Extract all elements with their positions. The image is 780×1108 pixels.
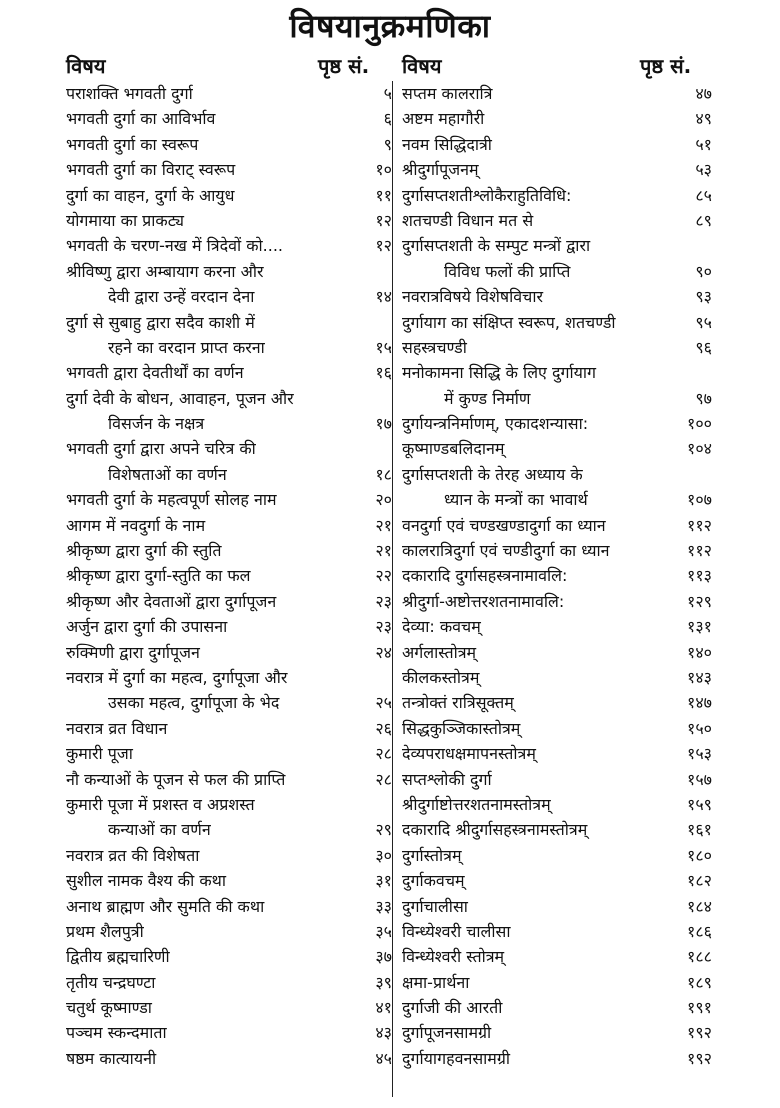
toc-entry <box>402 894 712 919</box>
toc-entry-page: १८८ <box>687 947 712 967</box>
toc-entry-title: उसका महत्व, दुर्गापूजा के भेद <box>108 693 280 713</box>
toc-entry-page: १२ <box>375 236 392 256</box>
toc-entry-page: ९५ <box>695 312 712 332</box>
toc-entry <box>402 208 712 233</box>
toc-entry-page: ८५ <box>695 185 712 205</box>
toc-entry <box>66 817 392 842</box>
toc-entry-page: १३१ <box>687 617 712 637</box>
toc-entry-page: २१ <box>375 541 392 561</box>
toc-entry-page: ३१ <box>375 871 392 891</box>
toc-entry <box>66 335 392 360</box>
toc-entry-page: १५३ <box>687 744 712 764</box>
toc-entry-page: १८९ <box>687 972 712 992</box>
toc-entry-title: श्रीकृष्ण और देवताओं द्वारा दुर्गापूजन <box>66 591 277 611</box>
toc-entry <box>66 183 392 208</box>
toc-entry <box>66 487 392 512</box>
toc-entry <box>66 640 392 665</box>
toc-entry-page: ४५ <box>375 1048 392 1068</box>
toc-entry-page: ९७ <box>695 388 712 408</box>
toc-entry-title: भगवती के चरण-नख में त्रिदेवों को.... <box>66 236 284 256</box>
toc-entry-page: ३७ <box>375 947 392 967</box>
toc-entry-title: श्रीदुर्गापूजनम् <box>402 160 479 180</box>
toc-entry-page: ४७ <box>695 84 712 103</box>
toc-entry-page: ११ <box>375 185 392 205</box>
toc-entry-title: कुमारी पूजा <box>66 744 133 764</box>
right-toc-column <box>402 81 712 1071</box>
toc-entry-title: श्रीदुर्गाष्टोत्तरशतनामस्तोत्रम् <box>402 794 551 814</box>
toc-entry-title: दुर्गास्तोत्रम् <box>402 845 462 865</box>
toc-entry-title: दुर्गासप्तशती के सम्पुट मन्त्रों द्वारा <box>402 236 591 256</box>
toc-entry <box>66 462 392 487</box>
toc-entry-page: २० <box>375 490 392 510</box>
toc-entry-page: २५ <box>375 693 392 713</box>
toc-entry-title: नवरात्र व्रत विधान <box>66 718 168 738</box>
toc-entry <box>402 995 712 1020</box>
toc-entry <box>66 792 392 817</box>
toc-entry <box>66 690 392 715</box>
toc-entry-title: विन्ध्येश्वरी स्तोत्रम् <box>402 947 505 967</box>
right-subject-header: विषय <box>402 54 442 78</box>
toc-entry-title: कालरात्रिदुर्गा एवं चण्डीदुर्गा का ध्यान <box>402 541 610 561</box>
toc-entry-page: २९ <box>375 820 392 840</box>
toc-entry <box>66 436 392 461</box>
toc-entry-title: तृतीय चन्द्रघण्टा <box>66 972 156 992</box>
toc-entry <box>66 386 392 411</box>
toc-entry-title: दुर्गा का वाहन, दुर्गा के आयुध <box>66 185 235 205</box>
toc-entry <box>402 817 712 842</box>
toc-entry <box>66 894 392 919</box>
toc-entry-title: कीलकस्तोत्रम् <box>402 667 480 687</box>
toc-entry <box>66 81 392 106</box>
toc-entry-title: भगवती दुर्गा के महत्वपूर्ण सोलह नाम <box>66 490 277 510</box>
toc-entry-title: आगम में नवदुर्गा के नाम <box>66 515 206 535</box>
toc-entry <box>402 563 712 588</box>
toc-entry-page: ३० <box>375 845 392 865</box>
toc-entry <box>66 284 392 309</box>
left-page-header: पृष्ठ सं. <box>318 54 370 78</box>
toc-entry-page: १८ <box>375 464 392 484</box>
toc-entry-page: १४० <box>687 642 712 662</box>
toc-entry-title: नौ कन्याओं के पूजन से फल की प्राप्ति <box>66 769 286 789</box>
toc-entry-page: ३३ <box>375 896 392 916</box>
toc-entry-title: सिद्धकुञ्जिकास्तोत्रम् <box>402 718 521 738</box>
toc-entry-page: १९१ <box>687 998 712 1018</box>
toc-entry-title: भगवती दुर्गा द्वारा अपने चरित्र की <box>66 439 256 459</box>
toc-entry-title: अष्टम महागौरी <box>402 109 485 129</box>
toc-entry-title: प्रथम शैलपुत्री <box>66 921 144 941</box>
toc-entry <box>66 741 392 766</box>
toc-entry-title: सप्तम कालरात्रि <box>402 84 493 103</box>
toc-entry <box>402 183 712 208</box>
toc-entry-page: ९६ <box>695 337 712 357</box>
toc-entry-title: दुर्गासप्तशतीश्लोकैराहुतिविधि: <box>402 185 572 205</box>
toc-entry <box>66 1046 392 1071</box>
toc-entry <box>66 995 392 1020</box>
toc-entry-page: ३५ <box>375 921 392 941</box>
toc-entry-title: कुमारी पूजा में प्रशस्त व अप्रशस्त <box>66 794 255 814</box>
toc-entry-title: दुर्गापूजनसामग्री <box>402 1023 492 1043</box>
toc-entry <box>402 233 712 258</box>
toc-entry-title: सप्तश्लोकी दुर्गा <box>402 769 492 789</box>
toc-entry-page: ३९ <box>375 972 392 992</box>
toc-entry-page: ५ <box>383 84 392 103</box>
page-title: विषयानुक्रमणिका <box>289 7 491 45</box>
toc-entry-title: योगमाया का प्राकट्य <box>66 210 184 230</box>
toc-entry-title: विन्ध्येश्वरी चालीसा <box>402 921 511 941</box>
toc-entry <box>402 513 712 538</box>
toc-entry-title: देव्यपराधक्षमापनस्तोत्रम् <box>402 744 536 764</box>
toc-entry <box>66 919 392 944</box>
toc-entry-page: २३ <box>375 617 392 637</box>
toc-entry-page: ११२ <box>687 541 712 561</box>
toc-entry-page: १०७ <box>687 490 712 510</box>
toc-entry <box>402 1046 712 1071</box>
toc-entry-title: भगवती दुर्गा का स्वरूप <box>66 134 199 154</box>
toc-entry-title: तन्त्रोक्तं रात्रिसूक्तम् <box>402 693 514 713</box>
toc-entry-title: में कुण्ड निर्माण <box>444 388 531 408</box>
toc-entry-title: श्रीकृष्ण द्वारा दुर्गा की स्तुति <box>66 541 222 561</box>
toc-entry-page: १४ <box>375 287 392 307</box>
toc-entry-page: २१ <box>375 515 392 535</box>
toc-entry <box>66 716 392 741</box>
left-subject-header: विषय <box>66 54 106 78</box>
toc-entry-title: ध्यान के मन्त्रों का भावार्थ <box>444 490 588 510</box>
toc-entry-title: दुर्गा से सुबाहु द्वारा सदैव काशी में <box>66 312 255 332</box>
toc-entry-title: भगवती दुर्गा का विराट् स्वरूप <box>66 160 236 180</box>
toc-entry-page: १६ <box>375 363 392 383</box>
toc-entry <box>402 81 712 106</box>
toc-entry-title: दुर्गा देवी के बोधन, आवाहन, पूजन और <box>66 388 294 408</box>
toc-entry <box>402 716 712 741</box>
right-page-header: पृष्ठ सं. <box>640 54 692 78</box>
toc-entry-title: वनदुर्गा एवं चण्डखण्डादुर्गा का ध्यान <box>402 515 606 535</box>
toc-entry-title: दकारादि श्रीदुर्गासहस्त्रनामस्तोत्रम् <box>402 820 588 840</box>
toc-entry-page: ४९ <box>695 109 712 129</box>
toc-entry <box>402 106 712 131</box>
toc-entry <box>402 919 712 944</box>
toc-entry-title: सहस्त्रचण्डी <box>402 337 467 357</box>
toc-entry <box>402 386 712 411</box>
toc-entry <box>66 665 392 690</box>
toc-entry-page: ९० <box>695 261 712 281</box>
toc-entry-title: मनोकामना सिद्धि के लिए दुर्गायाग <box>402 363 597 383</box>
toc-entry-page: १९२ <box>687 1023 712 1043</box>
toc-entry-title: नवरात्र में दुर्गा का महत्व, दुर्गापूजा और <box>66 667 288 687</box>
toc-entry-page: २२ <box>375 566 392 586</box>
toc-entry-page: १७ <box>375 414 392 434</box>
toc-entry-title: दुर्गासप्तशती के तेरह अध्याय के <box>402 464 583 484</box>
toc-entry-title: शतचण्डी विधान मत से <box>402 210 534 230</box>
toc-entry-page: १५७ <box>687 769 712 789</box>
toc-entry-title: अनाथ ब्राह्मण और सुमति की कथा <box>66 896 265 916</box>
toc-entry <box>66 132 392 157</box>
toc-entry-title: विशेषताओं का वर्णन <box>108 464 227 484</box>
toc-entry-title: दुर्गाजी की आरती <box>402 998 503 1018</box>
toc-entry-page: १८६ <box>687 921 712 941</box>
toc-entry <box>66 563 392 588</box>
toc-entry <box>402 411 712 436</box>
toc-entry-page: २८ <box>375 769 392 789</box>
toc-entry-title: दुर्गायन्त्रनिर्माणम्, एकादशन्यासा: <box>402 414 589 434</box>
toc-entry <box>402 614 712 639</box>
toc-entry <box>402 157 712 182</box>
toc-entry <box>66 589 392 614</box>
toc-entry-title: देवी द्वारा उन्हें वरदान देना <box>108 287 255 307</box>
toc-entry <box>66 513 392 538</box>
toc-entry-page: २८ <box>375 744 392 764</box>
toc-entry-page: १०० <box>687 414 712 434</box>
toc-entry-page: १५ <box>375 337 392 357</box>
toc-entry <box>66 944 392 969</box>
toc-entry <box>402 436 712 461</box>
toc-entry-page: ४३ <box>375 1023 392 1043</box>
toc-entry <box>402 462 712 487</box>
toc-entry-page: १०४ <box>687 439 712 459</box>
toc-entry-page: ९ <box>383 134 392 154</box>
toc-entry-title: नवरात्र व्रत की विशेषता <box>66 845 200 865</box>
toc-entry <box>402 132 712 157</box>
toc-entry <box>66 868 392 893</box>
toc-entry-page: १४७ <box>687 693 712 713</box>
toc-entry <box>402 792 712 817</box>
toc-entry <box>402 665 712 690</box>
toc-entry <box>402 843 712 868</box>
toc-entry-page: ९३ <box>695 287 712 307</box>
toc-entry-title: क्षमा-प्रार्थना <box>402 972 470 992</box>
toc-entry-page: ११२ <box>687 515 712 535</box>
toc-entry <box>66 360 392 385</box>
toc-entry-title: चतुर्थ कूष्माण्डा <box>66 998 152 1018</box>
toc-entry <box>402 944 712 969</box>
toc-entry <box>66 157 392 182</box>
column-divider <box>392 81 393 1097</box>
toc-entry <box>402 741 712 766</box>
toc-entry-page: ११३ <box>687 566 712 586</box>
toc-entry-page: १८४ <box>687 896 712 916</box>
toc-entry-page: १६१ <box>687 820 712 840</box>
toc-entry <box>66 233 392 258</box>
toc-entry <box>66 1020 392 1045</box>
toc-entry-title: सुशील नामक वैश्य की कथा <box>66 871 226 891</box>
toc-entry-title: विविध फलों की प्राप्ति <box>444 261 571 281</box>
toc-entry <box>66 106 392 131</box>
toc-entry-title: दुर्गायागहवनसामग्री <box>402 1048 511 1068</box>
toc-entry-title: भगवती द्वारा देवतीर्थों का वर्णन <box>66 363 244 383</box>
toc-entry-title: देव्या: कवचम् <box>402 617 481 637</box>
toc-entry <box>402 970 712 995</box>
toc-entry-title: दकारादि दुर्गासहस्त्रनामावलि: <box>402 566 568 586</box>
toc-entry-page: ४१ <box>375 998 392 1018</box>
toc-entry-title: रुक्मिणी द्वारा दुर्गापूजन <box>66 642 200 662</box>
toc-entry-title: श्रीकृष्ण द्वारा दुर्गा-स्तुति का फल <box>66 566 251 586</box>
toc-entry-title: अर्जुन द्वारा दुर्गा की उपासना <box>66 617 228 637</box>
toc-entry <box>402 360 712 385</box>
toc-entry-title: भगवती दुर्गा का आविर्भाव <box>66 109 216 129</box>
toc-entry-title: पराशक्ति भगवती दुर्गा <box>66 84 193 103</box>
toc-entry-title: कूष्माण्डबलिदानम् <box>402 439 505 459</box>
toc-entry <box>402 284 712 309</box>
toc-entry <box>402 640 712 665</box>
toc-entry-page: ५१ <box>695 134 712 154</box>
toc-entry-title: श्रीदुर्गा-अष्टोत्तरशतनामावलि: <box>402 591 565 611</box>
toc-entry <box>402 538 712 563</box>
toc-entry <box>402 259 712 284</box>
toc-entry-title: अर्गलास्तोत्रम् <box>402 642 477 662</box>
toc-entry <box>66 259 392 284</box>
toc-entry <box>402 767 712 792</box>
toc-entry <box>66 843 392 868</box>
toc-entry-title: नवम सिद्धिदात्री <box>402 134 492 154</box>
toc-entry <box>402 487 712 512</box>
toc-entry-page: १२९ <box>687 591 712 611</box>
toc-entry-title: पञ्चम स्कन्दमाता <box>66 1023 167 1043</box>
toc-entry-page: १८० <box>687 845 712 865</box>
toc-entry-page: १४३ <box>687 667 712 687</box>
toc-entry-page: १५० <box>687 718 712 738</box>
toc-entry-title: कन्याओं का वर्णन <box>108 820 211 840</box>
toc-entry-title: श्रीविष्णु द्वारा अम्बायाग करना और <box>66 261 264 281</box>
toc-entry-title: दुर्गाकवचम् <box>402 871 465 891</box>
toc-entry-page: १५९ <box>687 794 712 814</box>
toc-entry <box>402 690 712 715</box>
toc-entry-title: रहने का वरदान प्राप्त करना <box>108 337 265 357</box>
toc-entry-page: ८९ <box>695 210 712 230</box>
toc-entry-title: षष्ठम कात्यायनी <box>66 1048 157 1068</box>
toc-entry-title: द्वितीय ब्रह्मचारिणी <box>66 947 170 967</box>
toc-entry <box>402 868 712 893</box>
toc-entry <box>402 1020 712 1045</box>
toc-entry-page: २३ <box>375 591 392 611</box>
toc-entry-title: दुर्गायाग का संक्षिप्त स्वरूप, शतचण्डी <box>402 312 616 332</box>
left-toc-column <box>66 81 392 1071</box>
toc-entry <box>66 767 392 792</box>
toc-entry <box>402 310 712 335</box>
toc-entry <box>66 411 392 436</box>
toc-entry-page: १२ <box>375 210 392 230</box>
toc-entry <box>66 208 392 233</box>
toc-entry <box>66 970 392 995</box>
toc-entry <box>402 335 712 360</box>
toc-entry <box>66 614 392 639</box>
toc-entry-title: नवरात्रविषये विशेषविचार <box>402 287 544 307</box>
toc-entry-title: विसर्जन के नक्षत्र <box>108 414 205 434</box>
toc-entry <box>66 310 392 335</box>
toc-entry-page: २४ <box>375 642 392 662</box>
toc-entry-page: १० <box>375 160 392 180</box>
toc-entry-page: ५३ <box>695 160 712 180</box>
toc-entry <box>66 538 392 563</box>
toc-entry <box>402 589 712 614</box>
toc-entry-page: १८२ <box>687 871 712 891</box>
toc-entry-title: दुर्गाचालीसा <box>402 896 468 916</box>
toc-entry-page: २६ <box>375 718 392 738</box>
toc-entry-page: ६ <box>383 109 392 129</box>
toc-entry-page: १९२ <box>687 1048 712 1068</box>
